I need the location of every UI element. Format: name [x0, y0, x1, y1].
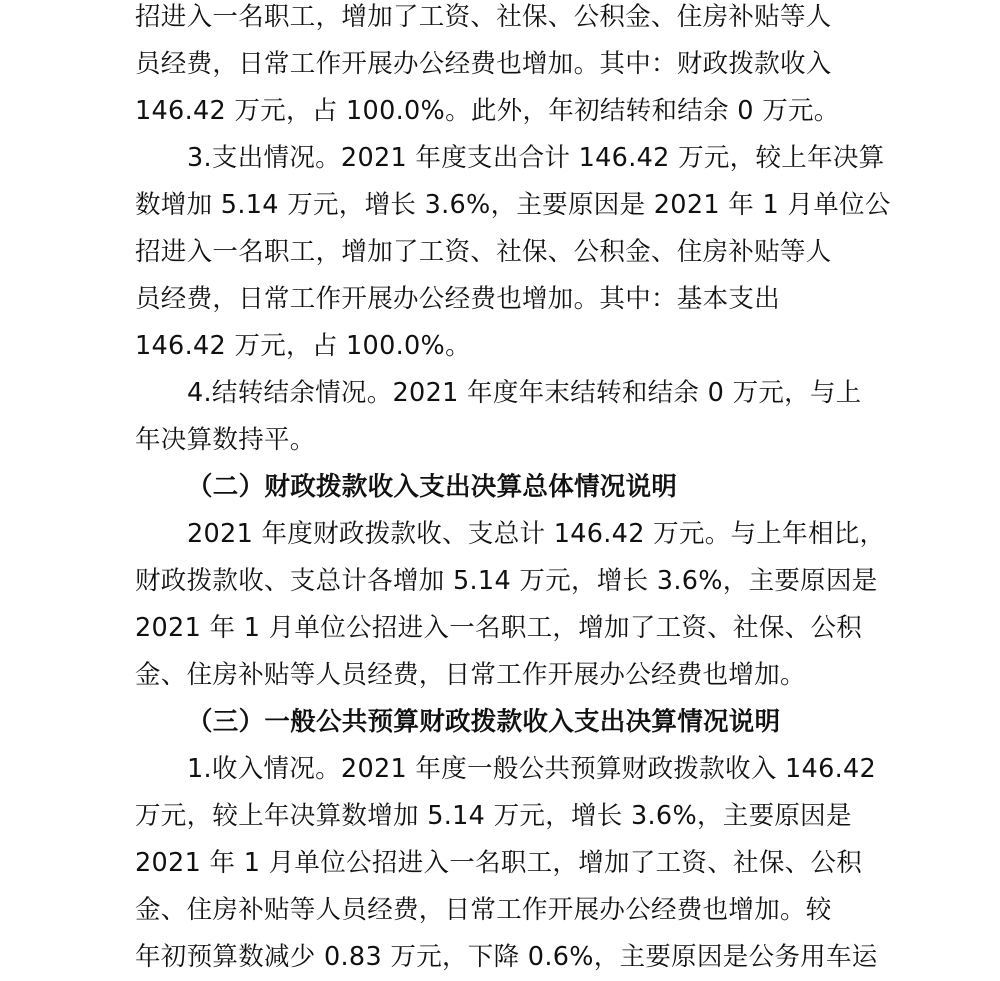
- text-line: 数增加 5.14 万元，增长 3.6%，主要原因是 2021 年 1 月单位公: [135, 190, 891, 220]
- section-heading: （三）一般公共预算财政拨款收入支出决算情况说明: [187, 707, 781, 737]
- text-line: 金、住房补贴等人员经费，日常工作开展办公经费也增加。: [135, 660, 806, 690]
- section-heading: （二）财政拨款收入支出决算总体情况说明: [187, 472, 678, 502]
- text-line: 招进入一名职工，增加了工资、社保、公积金、住房补贴等人: [135, 237, 832, 267]
- text-line: 年初预算数减少 0.83 万元，下降 0.6%，主要原因是公务用车运: [135, 942, 878, 972]
- text-line: 2021 年 1 月单位公招进入一名职工，增加了工资、社保、公积: [135, 613, 863, 643]
- text-line: 员经费，日常工作开展办公经费也增加。其中：基本支出: [135, 284, 781, 314]
- paragraph-start-line: 1.收入情况。2021 年度一般公共预算财政拨款收入 146.42: [187, 754, 877, 784]
- text-line: 万元，较上年决算数增加 5.14 万元，增长 3.6%，主要原因是: [135, 801, 852, 831]
- paragraph-start-line: 2021 年度财政拨款收、支总计 146.42 万元。与上年相比，: [187, 519, 886, 549]
- paragraph-start-line: 4.结转结余情况。2021 年度年末结转和结余 0 万元，与上: [187, 378, 862, 408]
- text-line: 2021 年 1 月单位公招进入一名职工，增加了工资、社保、公积: [135, 848, 863, 878]
- text-line: 146.42 万元，占 100.0%。此外，年初结转和结余 0 万元。: [135, 96, 840, 126]
- text-line: 招进入一名职工，增加了工资、社保、公积金、住房补贴等人: [135, 2, 832, 32]
- text-line: 年决算数持平。: [135, 425, 316, 455]
- text-line: 员经费，日常工作开展办公经费也增加。其中：财政拨款收入: [135, 49, 832, 79]
- paragraph-start-line: 3.支出情况。2021 年度支出合计 146.42 万元，较上年决算: [187, 143, 885, 173]
- text-line: 财政拨款收、支总计各增加 5.14 万元，增长 3.6%，主要原因是: [135, 566, 878, 596]
- text-line: 金、住房补贴等人员经费，日常工作开展办公经费也增加。较: [135, 895, 832, 925]
- text-line: 146.42 万元，占 100.0%。: [135, 331, 471, 361]
